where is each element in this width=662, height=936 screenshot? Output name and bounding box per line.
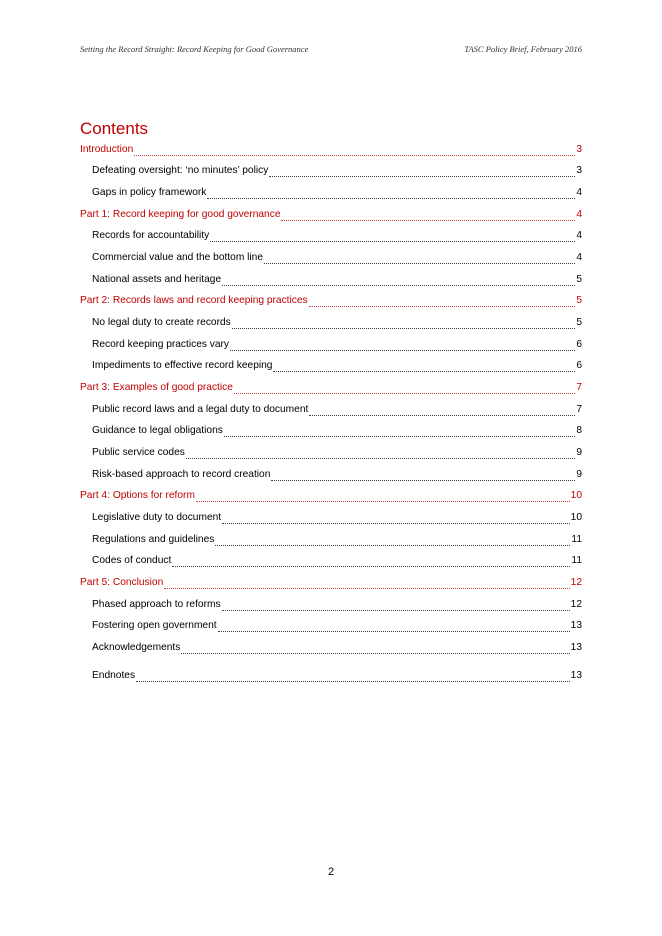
toc-entry-title: Regulations and guidelines [92, 534, 215, 545]
toc-entry-title: Impediments to effective record keeping [92, 360, 273, 371]
toc-section-entry[interactable] [80, 207, 582, 221]
toc-entry-title: Part 5: Conclusion [80, 577, 164, 588]
toc-entry-page: 13 [570, 620, 582, 631]
toc-subsection-entry[interactable] [80, 597, 582, 611]
toc-entry-page: 4 [576, 252, 582, 263]
dot-leader [232, 318, 576, 329]
toc-entry-title: Acknowledgements [92, 642, 181, 653]
toc-subsection-entry[interactable] [80, 228, 582, 242]
toc-entry-title: Part 4: Options for reform [80, 490, 195, 501]
toc-entry-title: Public record laws and a legal duty to document [92, 404, 309, 415]
toc-subsection-entry[interactable] [80, 402, 582, 416]
toc-entry-page: 9 [576, 447, 582, 458]
toc-entry-title: Legislative duty to document [92, 512, 222, 523]
toc-entry-page: 5 [576, 274, 582, 285]
toc-entry-page: 7 [576, 382, 582, 393]
toc-subsection-entry[interactable] [80, 337, 582, 351]
toc-subsection-entry[interactable] [80, 532, 582, 546]
dot-leader [164, 578, 569, 589]
toc-entry-title: Codes of conduct [92, 555, 172, 566]
dot-leader [215, 535, 570, 546]
toc-entry-title: Phased approach to reforms [92, 599, 221, 610]
toc-subsection-entry[interactable] [80, 467, 582, 481]
toc-entry-title: Defeating oversight: ‘no minutes’ policy [92, 165, 269, 176]
toc-subsection-entry[interactable] [80, 618, 582, 632]
toc-entry-page: 8 [576, 425, 582, 436]
page-number: 2 [327, 866, 335, 878]
contents-heading: Contents [80, 119, 149, 138]
dot-leader [172, 556, 570, 567]
toc-subsection-entry[interactable] [80, 553, 582, 567]
toc-entry-title: Part 2: Records laws and record keeping practices [80, 295, 308, 306]
toc-subsection-entry[interactable] [80, 668, 582, 682]
dot-leader [136, 671, 570, 682]
toc-entry-title: Part 3: Examples of good practice [80, 382, 233, 393]
toc-entry-title: Guidance to legal obligations [92, 425, 223, 436]
dot-leader [264, 253, 575, 264]
toc-entry-title: Records for accountability [92, 230, 210, 241]
dot-leader [234, 383, 575, 394]
toc-subsection-entry[interactable] [80, 445, 582, 459]
toc-entry-page: 13 [570, 670, 582, 681]
toc-entry-page: 10 [570, 512, 582, 523]
toc-entry-title: Risk-based approach to record creation [92, 469, 271, 480]
dot-leader [269, 166, 575, 177]
toc-entry-page: 3 [576, 144, 582, 155]
toc-entry-title: National assets and heritage [92, 274, 222, 285]
header-title: Setting the Record Straight: Record Keeping for Good Governance [80, 44, 309, 54]
toc-entry-page: 5 [576, 295, 582, 306]
dot-leader [222, 275, 575, 286]
toc-section-entry[interactable] [80, 293, 582, 307]
toc-entry-page: 4 [576, 209, 582, 220]
dot-leader [309, 296, 576, 307]
dot-leader [230, 340, 575, 351]
dot-leader [222, 513, 570, 524]
toc-entry-page: 12 [570, 599, 582, 610]
toc-entry-page: 6 [576, 360, 582, 371]
toc-entry-title: Public service codes [92, 447, 185, 458]
toc-entry-page: 3 [576, 165, 582, 176]
dot-leader [309, 405, 575, 416]
toc-entry-title: No legal duty to create records [92, 317, 231, 328]
dot-leader [271, 470, 575, 481]
dot-leader [224, 426, 575, 437]
toc-subsection-entry[interactable] [80, 358, 582, 372]
toc-subsection-entry[interactable] [80, 510, 582, 524]
dot-leader [207, 188, 575, 199]
dot-leader [210, 231, 575, 242]
toc-entry-page: 9 [576, 469, 582, 480]
running-header [80, 44, 582, 54]
toc-subsection-entry[interactable] [80, 640, 582, 654]
toc-entry-page: 4 [576, 187, 582, 198]
dot-leader [222, 600, 570, 611]
toc-section-entry[interactable] [80, 488, 582, 502]
toc-entry-page: 7 [576, 404, 582, 415]
toc-entry-page: 4 [576, 230, 582, 241]
dot-leader [218, 621, 570, 632]
toc-entry-page: 10 [570, 490, 582, 501]
toc-entry-page: 5 [576, 317, 582, 328]
toc-section-entry[interactable] [80, 380, 582, 394]
toc-entry-title: Gaps in policy framework [92, 187, 207, 198]
toc-section-entry[interactable] [80, 575, 582, 589]
toc-entry-page: 13 [570, 642, 582, 653]
dot-leader [134, 145, 575, 156]
toc-entry-page: 12 [570, 577, 582, 588]
toc-section-entry[interactable] [80, 142, 582, 156]
toc-subsection-entry[interactable] [80, 315, 582, 329]
toc-entry-title: Record keeping practices vary [92, 339, 230, 350]
toc-entry-page: 6 [576, 339, 582, 350]
toc-entry-title: Endnotes [92, 670, 136, 681]
dot-leader [181, 643, 569, 654]
toc-subsection-entry[interactable] [80, 250, 582, 264]
dot-leader [186, 448, 575, 459]
dot-leader [196, 491, 570, 502]
toc-entry-title: Fostering open government [92, 620, 217, 631]
toc-entry-title: Part 1: Record keeping for good governance [80, 209, 281, 220]
toc-entry-title: Introduction [80, 144, 134, 155]
toc-subsection-entry[interactable] [80, 185, 582, 199]
dot-leader [281, 210, 575, 221]
toc-entry-page: 11 [571, 534, 582, 545]
header-publication: TASC Policy Brief, February 2016 [464, 44, 582, 54]
dot-leader [273, 361, 575, 372]
toc-subsection-entry[interactable] [80, 163, 582, 177]
toc-entry-title: Commercial value and the bottom line [92, 252, 264, 263]
toc-subsection-entry[interactable] [80, 423, 582, 437]
toc-subsection-entry[interactable] [80, 272, 582, 286]
toc-entry-page: 11 [571, 555, 582, 566]
